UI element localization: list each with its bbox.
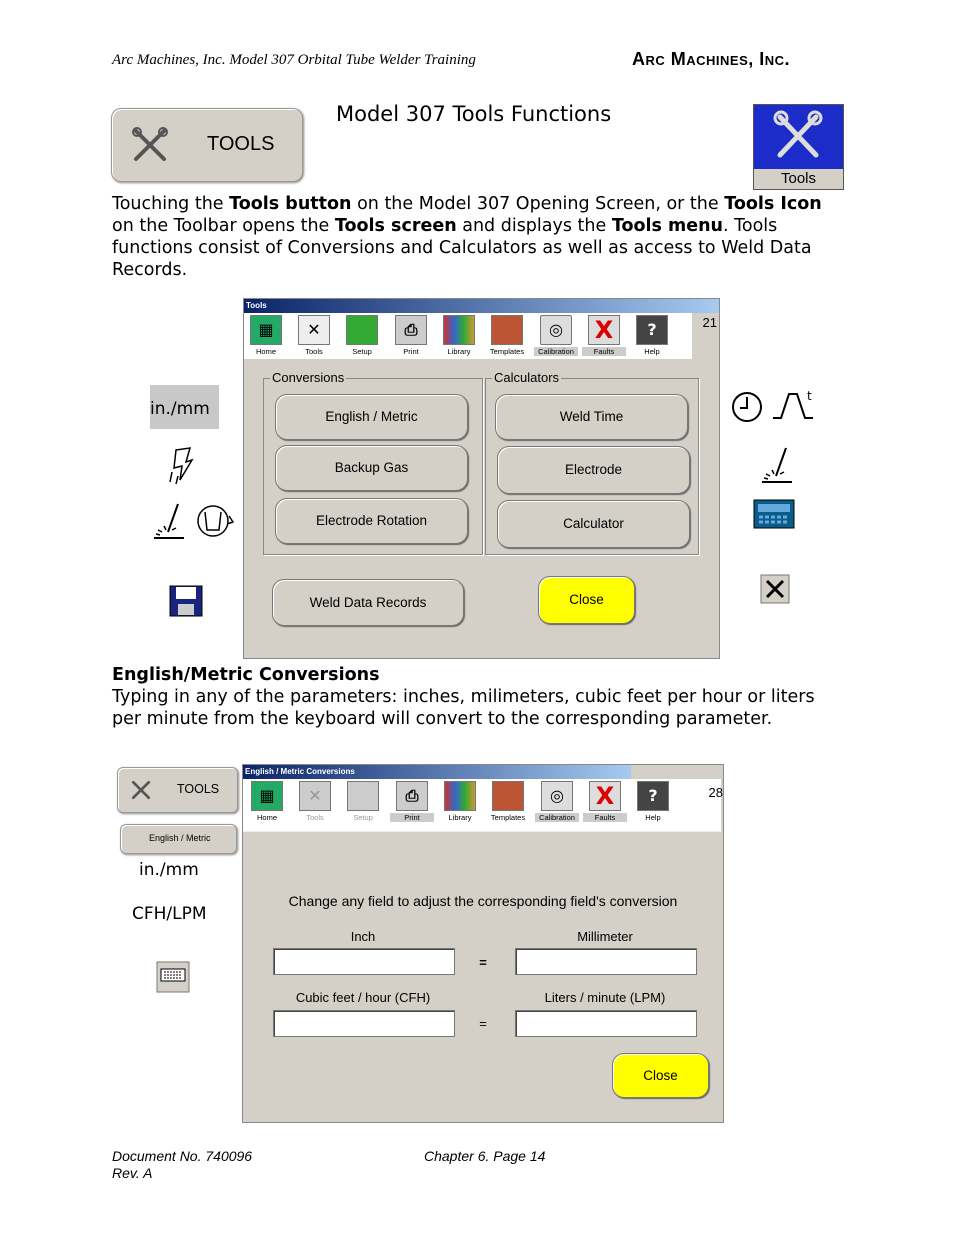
calculator-icon xyxy=(753,499,795,529)
tools-button-label: TOOLS xyxy=(207,133,275,155)
toolbar-templates[interactable] xyxy=(485,315,529,356)
weld-data-records-button[interactable]: Weld Data Records xyxy=(272,579,464,626)
toolbar-label: Setup xyxy=(352,347,372,356)
toolbar xyxy=(243,779,721,832)
toolbar-label: Help xyxy=(644,347,660,356)
lpm-label: Liters / minute (LPM) xyxy=(544,990,666,1005)
template-icon xyxy=(491,315,523,345)
english-metric-small-label: English / Metric xyxy=(149,833,211,843)
electrode-rotation-icon xyxy=(195,502,237,540)
intro-paragraph: Touching the Tools button on the Model 307 Opening Screen, or the Tools Icon on the Toolbar opens the Tools screen and displays the Tools menu. Tools functions consist of Conversions and Calculators as well as access to Weld Data Records. xyxy=(112,194,822,280)
lpm-field[interactable] xyxy=(515,1010,697,1037)
cfh-field[interactable] xyxy=(273,1010,455,1037)
wrench-screwdriver-icon xyxy=(772,109,824,163)
toolbar-library[interactable] xyxy=(438,781,482,822)
wrench-screwdriver-icon: ✕ xyxy=(299,781,331,811)
toolbar-home[interactable] xyxy=(244,315,288,356)
keyboard-icon xyxy=(156,961,190,993)
inch-field[interactable] xyxy=(273,948,455,975)
toolbar-label: Setup xyxy=(353,813,373,822)
header-left: Arc Machines, Inc. Model 307 Orbital Tube Welder Training xyxy=(112,52,476,68)
toolbar-label: Library xyxy=(448,813,472,822)
toolbar-help[interactable] xyxy=(631,781,675,822)
equals-sign: = xyxy=(479,955,487,970)
section-body: Typing in any of the parameters: inches, milimeters, cubic feet per hour or liters per minute from the keyboard will convert to the corresponding parameter. xyxy=(112,687,815,729)
tools-button-image xyxy=(111,108,303,182)
toolbar-calibration[interactable] xyxy=(534,315,578,356)
home-icon: ▦ xyxy=(251,781,283,811)
toolbar-label: Templates xyxy=(489,347,525,356)
toolbar-label: Print xyxy=(390,813,434,822)
header-company: Arc Machines, Inc. xyxy=(632,49,791,69)
circuit-board-icon xyxy=(347,781,379,811)
equals-sign: = xyxy=(479,1016,487,1031)
toolbar-label: Home xyxy=(255,347,276,356)
toolbar-faults[interactable] xyxy=(583,781,627,822)
close-button[interactable]: Close xyxy=(612,1053,709,1098)
toolbar-label: Templates xyxy=(490,813,526,822)
clock-icon xyxy=(731,391,765,423)
english-metric-button[interactable]: English / Metric xyxy=(275,394,468,440)
tools-button-small xyxy=(117,767,238,813)
home-icon: ▦ xyxy=(250,315,282,345)
calculator-button[interactable]: Calculator xyxy=(497,500,690,548)
help-icon: ? xyxy=(636,315,668,345)
inch-label: Inch xyxy=(350,929,376,944)
toolbar-calibration[interactable] xyxy=(535,781,579,822)
close-button[interactable]: Close xyxy=(538,576,635,624)
toolbar-print[interactable] xyxy=(389,315,433,356)
circuit-board-icon xyxy=(346,315,378,345)
toolbar-setup[interactable] xyxy=(340,315,384,356)
electrode-rotation-button[interactable]: Electrode Rotation xyxy=(275,498,468,544)
window-title: English / Metric Conversions xyxy=(243,765,631,779)
toolbar-label: Calibration xyxy=(535,813,579,822)
backup-gas-icon xyxy=(166,446,198,486)
toolbar-label: Help xyxy=(645,813,661,822)
toolbar-tools[interactable] xyxy=(292,315,336,356)
electrode-torch-icon xyxy=(150,502,186,540)
millimeter-field[interactable] xyxy=(515,948,697,975)
footer-page: Chapter 6. Page 14 xyxy=(424,1148,546,1164)
backup-gas-button[interactable]: Backup Gas xyxy=(275,445,468,491)
toolbar-help[interactable] xyxy=(630,315,674,356)
toolbar-label: Tools xyxy=(305,347,323,356)
footer-doc-number: Document No. 740096 xyxy=(112,1148,253,1164)
toolbar-templates[interactable] xyxy=(486,781,530,822)
target-icon: ◎ xyxy=(540,315,572,345)
unit-label: in./mm xyxy=(150,399,210,419)
toolbar-home[interactable] xyxy=(245,781,289,822)
electrode-button[interactable]: Electrode xyxy=(497,446,690,494)
faults-x-icon: X xyxy=(589,781,621,811)
toolbar-tools[interactable] xyxy=(293,781,337,822)
printer-icon: ⎙ xyxy=(396,781,428,811)
tools-button-label: TOOLS xyxy=(177,782,220,796)
wrench-screwdriver-icon: ✕ xyxy=(298,315,330,345)
toolbar-label: Calibration xyxy=(534,347,578,356)
page-title: Model 307 Tools Functions xyxy=(336,102,612,126)
template-icon xyxy=(492,781,524,811)
floppy-disk-icon xyxy=(169,585,203,617)
close-x-icon xyxy=(760,574,790,604)
wrench-screwdriver-icon xyxy=(130,779,152,801)
english-metric-small-button xyxy=(120,824,237,854)
footer-revision: Rev. A xyxy=(112,1165,153,1181)
toolbar-print[interactable] xyxy=(390,781,434,822)
toolbar-label: Tools xyxy=(306,813,324,822)
cfh-label: Cubic feet / hour (CFH) xyxy=(295,990,431,1005)
millimeter-label: Millimeter xyxy=(577,929,633,944)
wrench-screwdriver-icon xyxy=(130,125,170,165)
electrode-torch-icon xyxy=(758,446,794,484)
toolbar-label: Faults xyxy=(582,347,626,356)
flow-unit-label: CFH/LPM xyxy=(132,904,207,924)
conversions-title: Conversions xyxy=(272,370,345,385)
window-title: Tools xyxy=(244,299,719,313)
weld-time-button[interactable]: Weld Time xyxy=(495,394,688,440)
toolbar-setup[interactable] xyxy=(341,781,385,822)
toolbar-faults[interactable] xyxy=(582,315,626,356)
toolbar-label: Library xyxy=(447,347,471,356)
calculators-title: Calculators xyxy=(494,370,560,385)
printer-icon: ⎙ xyxy=(395,315,427,345)
toolbar-label: Home xyxy=(256,813,277,822)
toolbar-label: Print xyxy=(403,347,419,356)
tools-icon-image xyxy=(753,104,844,190)
tools-icon-label: Tools xyxy=(754,169,843,189)
conversions-screen xyxy=(242,764,724,1123)
toolbar-label: Faults xyxy=(583,813,627,822)
section-heading: English/Metric Conversions xyxy=(112,665,380,685)
target-icon: ◎ xyxy=(541,781,573,811)
books-icon xyxy=(444,781,476,811)
faults-x-icon: X xyxy=(588,315,620,345)
help-icon: ? xyxy=(637,781,669,811)
unit-label-box xyxy=(150,385,219,429)
unit-label: in./mm xyxy=(139,860,199,880)
page-number: 21 xyxy=(702,315,717,330)
instruction-text: Change any field to adjust the corresponding field's conversion xyxy=(288,893,678,909)
pulse-t-label: t xyxy=(807,389,812,403)
books-icon xyxy=(443,315,475,345)
tools-screen xyxy=(243,298,720,659)
toolbar xyxy=(244,313,692,359)
page-number: 28 xyxy=(708,785,723,800)
toolbar-library[interactable] xyxy=(437,315,481,356)
